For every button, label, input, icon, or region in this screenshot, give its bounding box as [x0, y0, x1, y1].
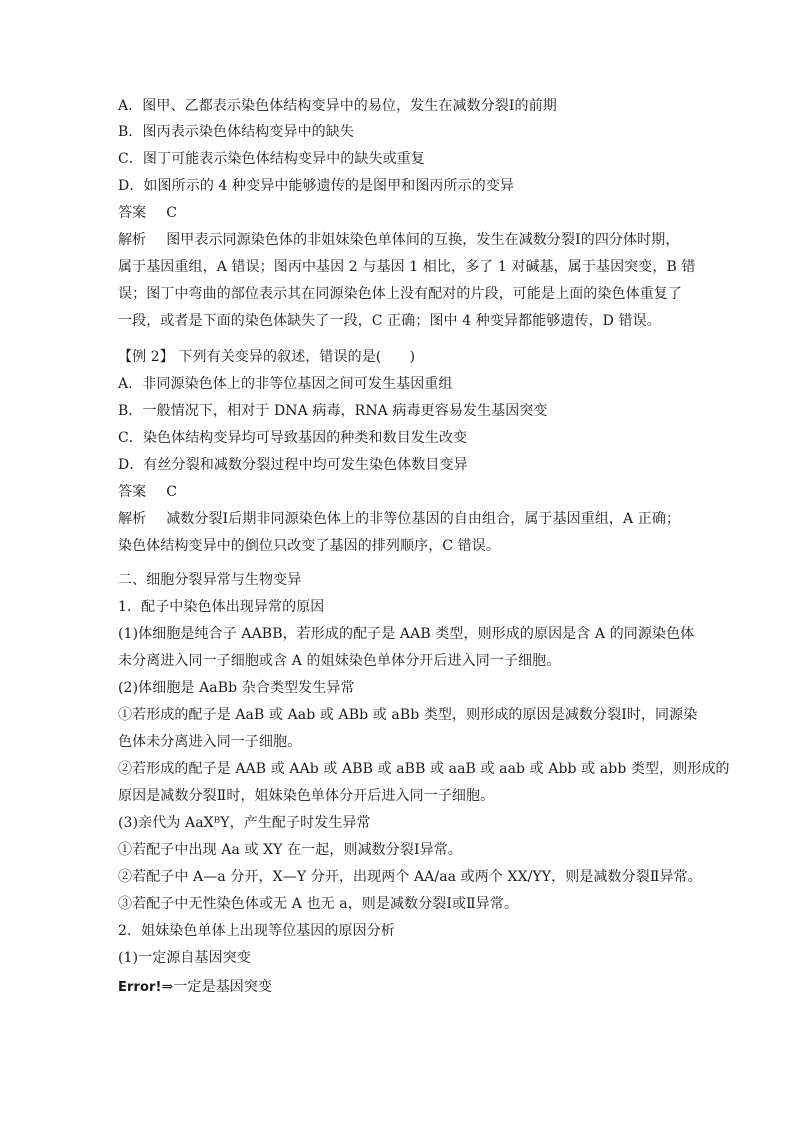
analysis-text: 减数分裂Ⅰ后期非同源染色体上的非等位基因的自由组合，属于基因重组，A 正确；: [166, 511, 681, 527]
sub1-line-6: ②若形成的配子是 AAB 或 AAb 或 ABB 或 aBB 或 aaB 或 aab 或 Abb 或 abb 类型，则形成的: [118, 761, 730, 777]
q2-option-d: D．有丝分裂和减数分裂过程中均可发生染色体数目变异: [118, 457, 468, 473]
analysis-label: 解析: [118, 511, 147, 527]
sub1-heading: 1．配子中染色体出现异常的原因: [118, 599, 325, 615]
q2-option-a: A．非同源染色体上的非等位基因之间可发生基因重组: [118, 376, 453, 392]
q1-analysis-line-3: 误；图丁中弯曲的部位表示其在同源染色体上没有配对的片段，可能是上面的染色体重复了: [118, 286, 682, 302]
error-suffix-text: ⇒一定是基因突变: [161, 979, 273, 995]
answer-label: 答案: [118, 484, 147, 500]
q1-analysis-line-2: 属于基因重组，A 错误；图丙中基因 2 与基因 1 相比，多了 1 对碱基，属于基因突变，B 错: [118, 259, 696, 275]
sub1-line-8: (3)亲代为 AaXᴮY，产生配子时发生异常: [118, 815, 371, 831]
q2-title: 【例 2】 下列有关变异的叙述，错误的是( ): [118, 349, 416, 365]
q2-answer-row: [118, 482, 688, 502]
answer-value: C: [166, 484, 178, 500]
q1-option-c: C．图丁可能表示染色体结构变异中的缺失或重复: [118, 151, 425, 167]
sub1-line-11: ③若配子中无性染色体或无 A 也无 a，则是减数分裂Ⅰ或Ⅱ异常。: [118, 896, 519, 912]
sub1-line-2: 未分离进入同一子细胞或含 A 的姐妹染色单体分开后进入同一子细胞。: [118, 653, 561, 669]
q1-option-d: D．如图所示的 4 种变异中能够遗传的是图甲和图丙所示的变异: [118, 178, 515, 194]
q2-analysis-line-1: [118, 509, 688, 529]
sub1-line-3: (2)体细胞是 AaBb 杂合类型发生异常: [118, 680, 355, 696]
sub1-line-9: ①若配子中出现 Aa 或 XY 在一起，则减数分裂Ⅰ异常。: [118, 842, 462, 858]
analysis-text: 图甲表示同源染色体的非姐妹染色单体间的互换，发生在减数分裂Ⅰ的四分体时期，: [166, 232, 680, 248]
q1-option-a: A．图甲、乙都表示染色体结构变异中的易位，发生在减数分裂Ⅰ的前期: [118, 98, 557, 114]
sub1-line-1: (1)体细胞是纯合子 AABB，若形成的配子是 AAB 类型，则形成的原因是含 A 的同源染色体: [118, 626, 695, 642]
error-field-label: Error!: [118, 980, 162, 995]
sub1-line-4: ①若形成的配子是 AaB 或 Aab 或 ABb 或 aBb 类型，则形成的原因是减数分裂Ⅰ时，同源染: [118, 707, 698, 723]
sub2-line-1: (1)一定源自基因突变: [118, 950, 251, 966]
section2-heading: 二、细胞分裂异常与生物变异: [118, 572, 302, 588]
answer-label: 答案: [118, 205, 147, 221]
q2-option-b: B．一般情况下，相对于 DNA 病毒，RNA 病毒更容易发生基因突变: [118, 403, 548, 419]
analysis-label: 解析: [118, 232, 147, 248]
q1-answer-row: [118, 203, 688, 223]
q1-analysis-line-1: [118, 230, 688, 250]
sub2-heading: 2．姐妹染色单体上出现等位基因的原因分析: [118, 923, 395, 939]
sub1-line-5: 色体未分离进入同一子细胞。: [118, 734, 302, 750]
q2-option-c: C．染色体结构变异均可导致基因的种类和数目发生改变: [118, 430, 468, 446]
q1-option-b: B．图丙表示染色体结构变异中的缺失: [118, 124, 354, 140]
q2-analysis-line-2: 染色体结构变异中的倒位只改变了基因的排列顺序，C 错误。: [118, 538, 500, 554]
sub1-line-10: ②若配子中 A—a 分开，X—Y 分开，出现两个 AA/aa 或两个 XX/YY，则是减数分裂Ⅱ异常。: [118, 869, 702, 885]
answer-value: C: [166, 205, 178, 221]
sub2-error-line: [118, 977, 688, 998]
sub1-line-7: 原因是减数分裂Ⅱ时，姐妹染色单体分开后进入同一子细胞。: [118, 788, 495, 804]
q1-analysis-line-4: 一段，或者是下面的染色体缺失了一段，C 正确；图中 4 种变异都能够遗传，D 错误。: [118, 313, 661, 329]
